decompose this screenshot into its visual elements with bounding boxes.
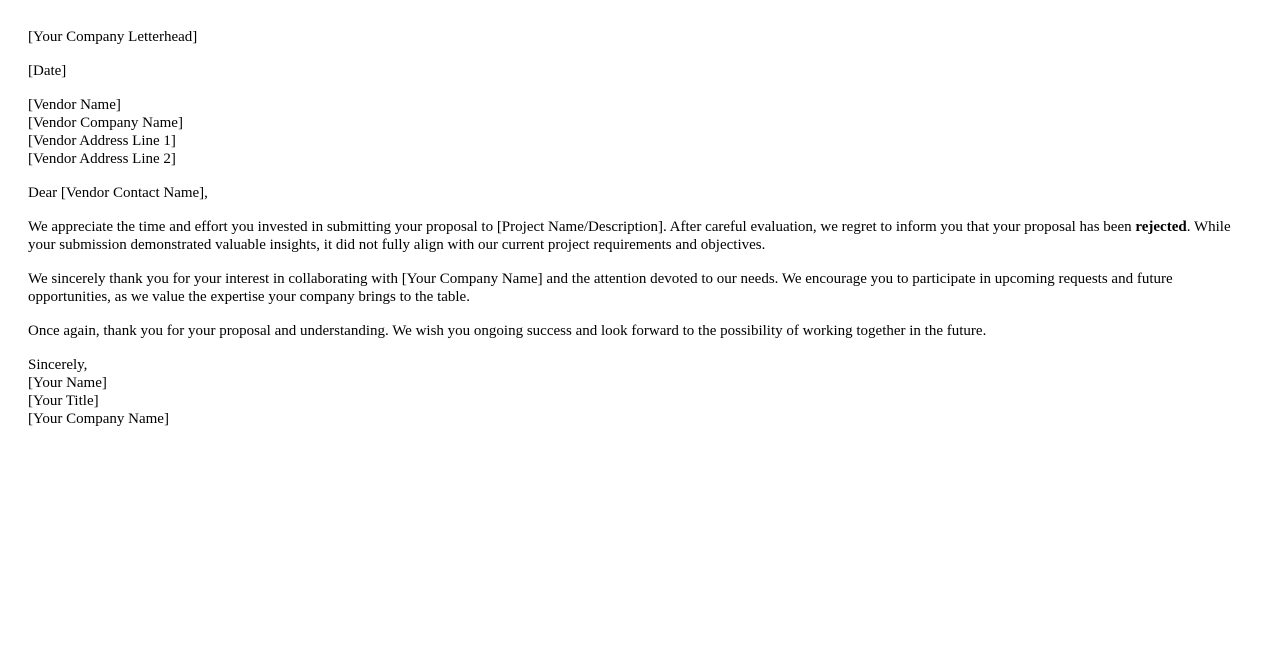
valediction: Sincerely, [28,357,88,373]
salutation-text: Dear [Vendor Contact Name], [28,185,208,201]
sender-company: [Your Company Name] [28,411,169,427]
date-text: [Date] [28,63,67,79]
date-block [28,62,1254,80]
closing-block [28,356,1254,428]
rejected-emphasis: rejected [1135,219,1187,235]
recipient-address-line-1: [Vendor Address Line 1] [28,133,176,149]
sender-name: [Your Name] [28,375,107,391]
recipient-address-line-2: [Vendor Address Line 2] [28,151,176,167]
recipient-address-block [28,96,1254,168]
letter-document [28,28,1254,444]
body-paragraph-2: We sincerely thank you for your interest in collaborating with [Your Company Name] and the attention devoted to our needs. We encourage you to participate in upcoming requests and future opportunities, as we value the expertise your company brings to the table. [28,271,1173,305]
body-paragraph-1 [28,218,1254,254]
paragraph-1-text-start: We appreciate the time and effort you invested in submitting your proposal to [Project Name/Description]. After careful evaluation, we regret to inform you that your proposal has been [28,219,1136,235]
paragraph-1-text-end: . While your submission demonstrated valuable insights, it did not fully align with our current project requirements and objectives. [28,219,1231,253]
recipient-company: [Vendor Company Name] [28,115,183,131]
sender-title: [Your Title] [28,393,99,409]
recipient-name: [Vendor Name] [28,97,121,113]
salutation [28,184,1254,202]
body-paragraph-3: Once again, thank you for your proposal and understanding. We wish you ongoing success and look forward to the possibility of working together in the future. [28,323,987,339]
letterhead-text: [Your Company Letterhead] [28,29,198,45]
letterhead [28,28,1254,46]
